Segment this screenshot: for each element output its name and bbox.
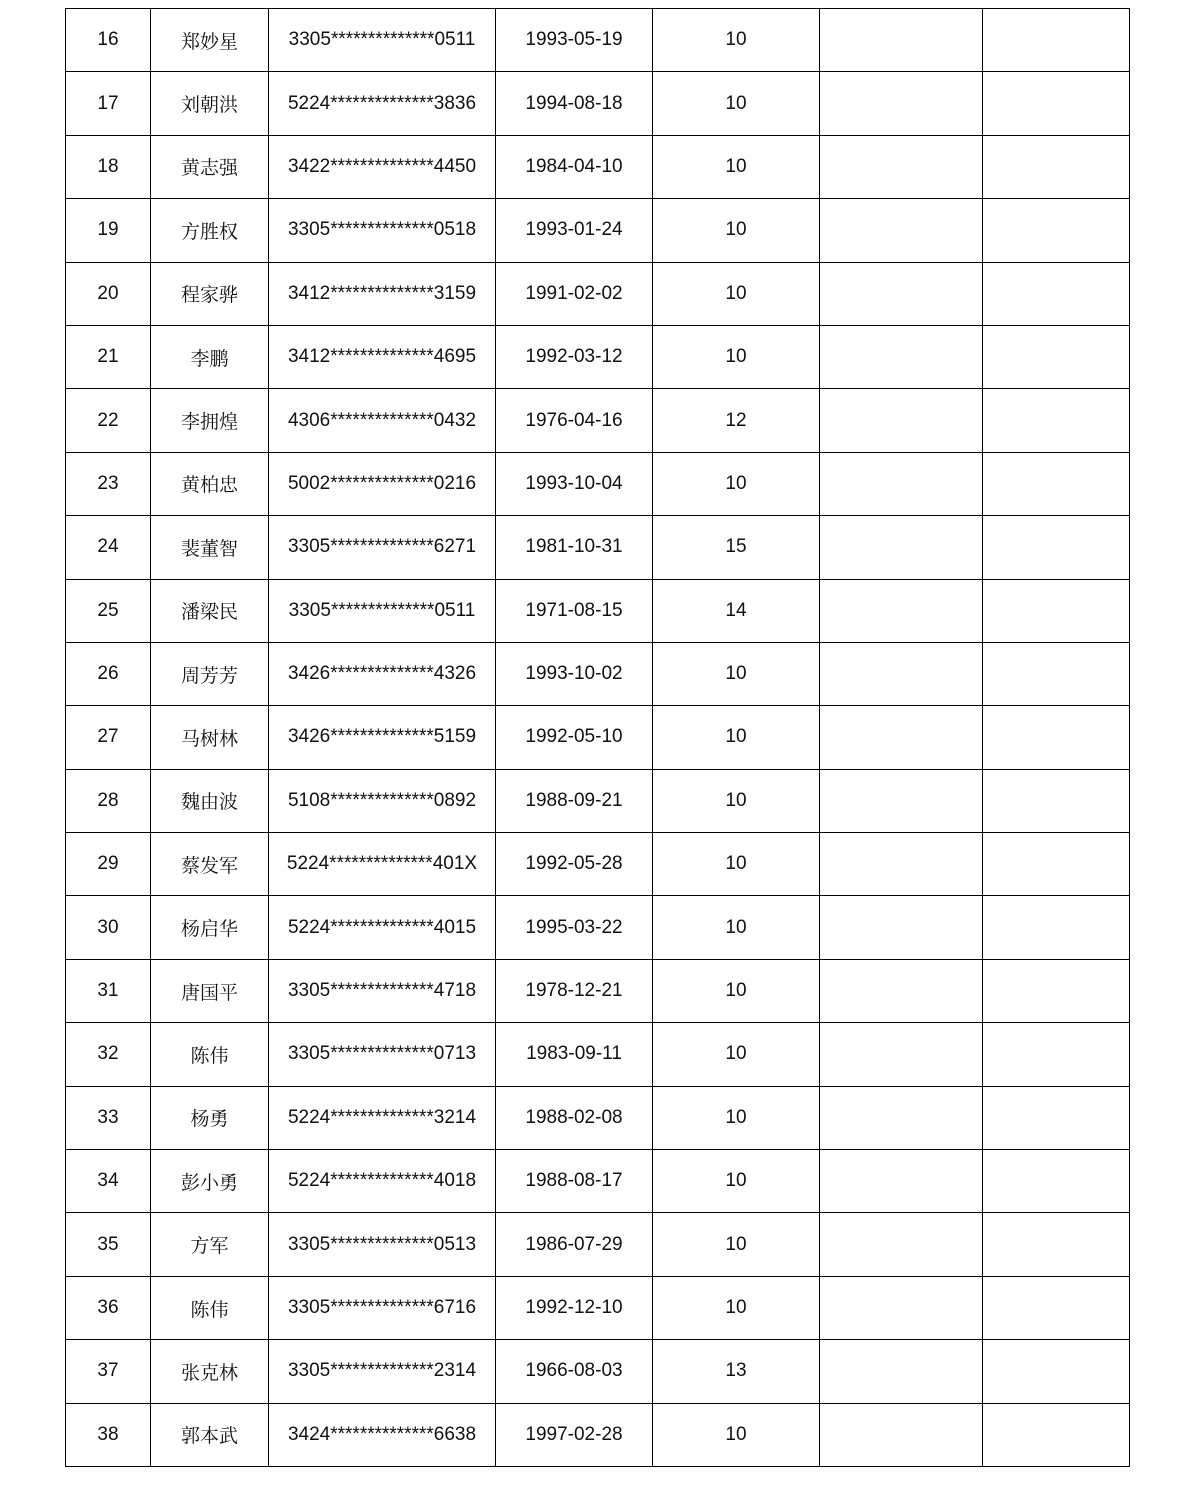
row-number-cell: 16	[66, 9, 151, 72]
id-number-cell: 3305**************4718	[269, 959, 496, 1022]
birth-date-cell: 1988-02-08	[496, 1086, 653, 1149]
name-cell: 潘梁民	[151, 579, 269, 642]
table-row	[66, 1086, 1130, 1149]
name-cell: 李拥煌	[151, 389, 269, 452]
value-cell: 10	[653, 833, 820, 896]
empty-cell	[820, 706, 983, 769]
value-cell: 10	[653, 262, 820, 325]
birth-date-cell: 1991-02-02	[496, 262, 653, 325]
table-row	[66, 262, 1130, 325]
table-row	[66, 452, 1130, 515]
birth-date-cell: 1986-07-29	[496, 1213, 653, 1276]
name-cell: 陈伟	[151, 1276, 269, 1339]
id-number-cell: 3412**************4695	[269, 325, 496, 388]
empty-cell	[820, 579, 983, 642]
name-cell: 魏由波	[151, 769, 269, 832]
name-cell: 唐国平	[151, 959, 269, 1022]
table-row	[66, 833, 1130, 896]
row-number-cell: 20	[66, 262, 151, 325]
birth-date-cell: 1971-08-15	[496, 579, 653, 642]
table-row	[66, 896, 1130, 959]
birth-date-cell: 1988-08-17	[496, 1150, 653, 1213]
row-number-cell: 27	[66, 706, 151, 769]
birth-date-cell: 1984-04-10	[496, 135, 653, 198]
value-cell: 10	[653, 452, 820, 515]
table-row	[66, 135, 1130, 198]
empty-cell	[820, 262, 983, 325]
id-number-cell: 5224**************3214	[269, 1086, 496, 1149]
value-cell: 10	[653, 1023, 820, 1086]
birth-date-cell: 1994-08-18	[496, 72, 653, 135]
id-number-cell: 3412**************3159	[269, 262, 496, 325]
empty-cell	[820, 1150, 983, 1213]
empty-cell	[820, 135, 983, 198]
empty-cell	[983, 389, 1130, 452]
id-number-cell: 3305**************0713	[269, 1023, 496, 1086]
name-cell: 裴董智	[151, 516, 269, 579]
id-number-cell: 5224**************401X	[269, 833, 496, 896]
name-cell: 杨启华	[151, 896, 269, 959]
value-cell: 10	[653, 642, 820, 705]
value-cell: 10	[653, 706, 820, 769]
name-cell: 方胜权	[151, 199, 269, 262]
row-number-cell: 38	[66, 1403, 151, 1466]
value-cell: 10	[653, 959, 820, 1022]
empty-cell	[983, 1213, 1130, 1276]
birth-date-cell: 1966-08-03	[496, 1340, 653, 1403]
name-cell: 马树林	[151, 706, 269, 769]
empty-cell	[820, 1086, 983, 1149]
empty-cell	[820, 833, 983, 896]
value-cell: 10	[653, 9, 820, 72]
birth-date-cell: 1981-10-31	[496, 516, 653, 579]
empty-cell	[820, 1276, 983, 1339]
row-number-cell: 21	[66, 325, 151, 388]
id-number-cell: 3305**************0518	[269, 199, 496, 262]
id-number-cell: 3305**************6716	[269, 1276, 496, 1339]
birth-date-cell: 1993-10-02	[496, 642, 653, 705]
empty-cell	[983, 1340, 1130, 1403]
id-number-cell: 5224**************4018	[269, 1150, 496, 1213]
table-row	[66, 642, 1130, 705]
name-cell: 方军	[151, 1213, 269, 1276]
roster-body	[66, 9, 1130, 1467]
value-cell: 10	[653, 1403, 820, 1466]
name-cell: 黄志强	[151, 135, 269, 198]
empty-cell	[983, 1023, 1130, 1086]
value-cell: 10	[653, 135, 820, 198]
birth-date-cell: 1993-10-04	[496, 452, 653, 515]
value-cell: 10	[653, 769, 820, 832]
table-row	[66, 516, 1130, 579]
id-number-cell: 4306**************0432	[269, 389, 496, 452]
name-cell: 李鹏	[151, 325, 269, 388]
table-row	[66, 706, 1130, 769]
row-number-cell: 34	[66, 1150, 151, 1213]
empty-cell	[983, 199, 1130, 262]
empty-cell	[820, 1403, 983, 1466]
empty-cell	[983, 706, 1130, 769]
name-cell: 陈伟	[151, 1023, 269, 1086]
name-cell: 程家骅	[151, 262, 269, 325]
birth-date-cell: 1993-01-24	[496, 199, 653, 262]
empty-cell	[820, 896, 983, 959]
birth-date-cell: 1997-02-28	[496, 1403, 653, 1466]
table-row	[66, 769, 1130, 832]
table-row	[66, 959, 1130, 1022]
empty-cell	[983, 72, 1130, 135]
empty-cell	[820, 769, 983, 832]
empty-cell	[983, 135, 1130, 198]
roster-table	[65, 8, 1130, 1467]
id-number-cell: 3305**************0511	[269, 9, 496, 72]
row-number-cell: 28	[66, 769, 151, 832]
empty-cell	[820, 1023, 983, 1086]
table-row	[66, 9, 1130, 72]
table-row	[66, 1150, 1130, 1213]
birth-date-cell: 1983-09-11	[496, 1023, 653, 1086]
row-number-cell: 23	[66, 452, 151, 515]
empty-cell	[820, 72, 983, 135]
birth-date-cell: 1978-12-21	[496, 959, 653, 1022]
table-row	[66, 1213, 1130, 1276]
value-cell: 13	[653, 1340, 820, 1403]
row-number-cell: 36	[66, 1276, 151, 1339]
row-number-cell: 18	[66, 135, 151, 198]
empty-cell	[983, 1086, 1130, 1149]
birth-date-cell: 1992-05-10	[496, 706, 653, 769]
birth-date-cell: 1992-05-28	[496, 833, 653, 896]
empty-cell	[820, 516, 983, 579]
value-cell: 10	[653, 1213, 820, 1276]
empty-cell	[983, 1276, 1130, 1339]
name-cell: 杨勇	[151, 1086, 269, 1149]
row-number-cell: 37	[66, 1340, 151, 1403]
empty-cell	[820, 1340, 983, 1403]
birth-date-cell: 1995-03-22	[496, 896, 653, 959]
empty-cell	[820, 199, 983, 262]
row-number-cell: 35	[66, 1213, 151, 1276]
value-cell: 10	[653, 896, 820, 959]
table-row	[66, 72, 1130, 135]
id-number-cell: 3422**************4450	[269, 135, 496, 198]
empty-cell	[820, 325, 983, 388]
row-number-cell: 30	[66, 896, 151, 959]
row-number-cell: 26	[66, 642, 151, 705]
empty-cell	[983, 959, 1130, 1022]
empty-cell	[820, 452, 983, 515]
empty-cell	[820, 1213, 983, 1276]
birth-date-cell: 1992-03-12	[496, 325, 653, 388]
row-number-cell: 24	[66, 516, 151, 579]
empty-cell	[820, 642, 983, 705]
table-row	[66, 389, 1130, 452]
row-number-cell: 31	[66, 959, 151, 1022]
value-cell: 10	[653, 1150, 820, 1213]
row-number-cell: 32	[66, 1023, 151, 1086]
birth-date-cell: 1993-05-19	[496, 9, 653, 72]
value-cell: 15	[653, 516, 820, 579]
id-number-cell: 3305**************0511	[269, 579, 496, 642]
empty-cell	[820, 389, 983, 452]
table-row	[66, 1276, 1130, 1339]
id-number-cell: 3305**************0513	[269, 1213, 496, 1276]
row-number-cell: 22	[66, 389, 151, 452]
table-row	[66, 325, 1130, 388]
empty-cell	[983, 642, 1130, 705]
name-cell: 郑妙星	[151, 9, 269, 72]
table-row	[66, 1340, 1130, 1403]
table-row	[66, 199, 1130, 262]
value-cell: 10	[653, 1086, 820, 1149]
empty-cell	[983, 262, 1130, 325]
name-cell: 郭本武	[151, 1403, 269, 1466]
value-cell: 10	[653, 1276, 820, 1339]
value-cell: 10	[653, 72, 820, 135]
row-number-cell: 17	[66, 72, 151, 135]
empty-cell	[820, 959, 983, 1022]
name-cell: 刘朝洪	[151, 72, 269, 135]
name-cell: 彭小勇	[151, 1150, 269, 1213]
empty-cell	[820, 9, 983, 72]
table-row	[66, 1403, 1130, 1466]
id-number-cell: 3426**************4326	[269, 642, 496, 705]
name-cell: 黄柏忠	[151, 452, 269, 515]
empty-cell	[983, 896, 1130, 959]
birth-date-cell: 1976-04-16	[496, 389, 653, 452]
table-row	[66, 579, 1130, 642]
row-number-cell: 25	[66, 579, 151, 642]
empty-cell	[983, 1403, 1130, 1466]
row-number-cell: 33	[66, 1086, 151, 1149]
empty-cell	[983, 769, 1130, 832]
id-number-cell: 5224**************4015	[269, 896, 496, 959]
value-cell: 14	[653, 579, 820, 642]
name-cell: 蔡发军	[151, 833, 269, 896]
empty-cell	[983, 833, 1130, 896]
value-cell: 10	[653, 325, 820, 388]
id-number-cell: 5002**************0216	[269, 452, 496, 515]
birth-date-cell: 1992-12-10	[496, 1276, 653, 1339]
empty-cell	[983, 452, 1130, 515]
empty-cell	[983, 9, 1130, 72]
id-number-cell: 3426**************5159	[269, 706, 496, 769]
id-number-cell: 3424**************6638	[269, 1403, 496, 1466]
empty-cell	[983, 1150, 1130, 1213]
name-cell: 周芳芳	[151, 642, 269, 705]
id-number-cell: 3305**************2314	[269, 1340, 496, 1403]
row-number-cell: 19	[66, 199, 151, 262]
id-number-cell: 5108**************0892	[269, 769, 496, 832]
empty-cell	[983, 579, 1130, 642]
id-number-cell: 3305**************6271	[269, 516, 496, 579]
row-number-cell: 29	[66, 833, 151, 896]
name-cell: 张克林	[151, 1340, 269, 1403]
empty-cell	[983, 516, 1130, 579]
empty-cell	[983, 325, 1130, 388]
table-row	[66, 1023, 1130, 1086]
birth-date-cell: 1988-09-21	[496, 769, 653, 832]
id-number-cell: 5224**************3836	[269, 72, 496, 135]
value-cell: 12	[653, 389, 820, 452]
value-cell: 10	[653, 199, 820, 262]
